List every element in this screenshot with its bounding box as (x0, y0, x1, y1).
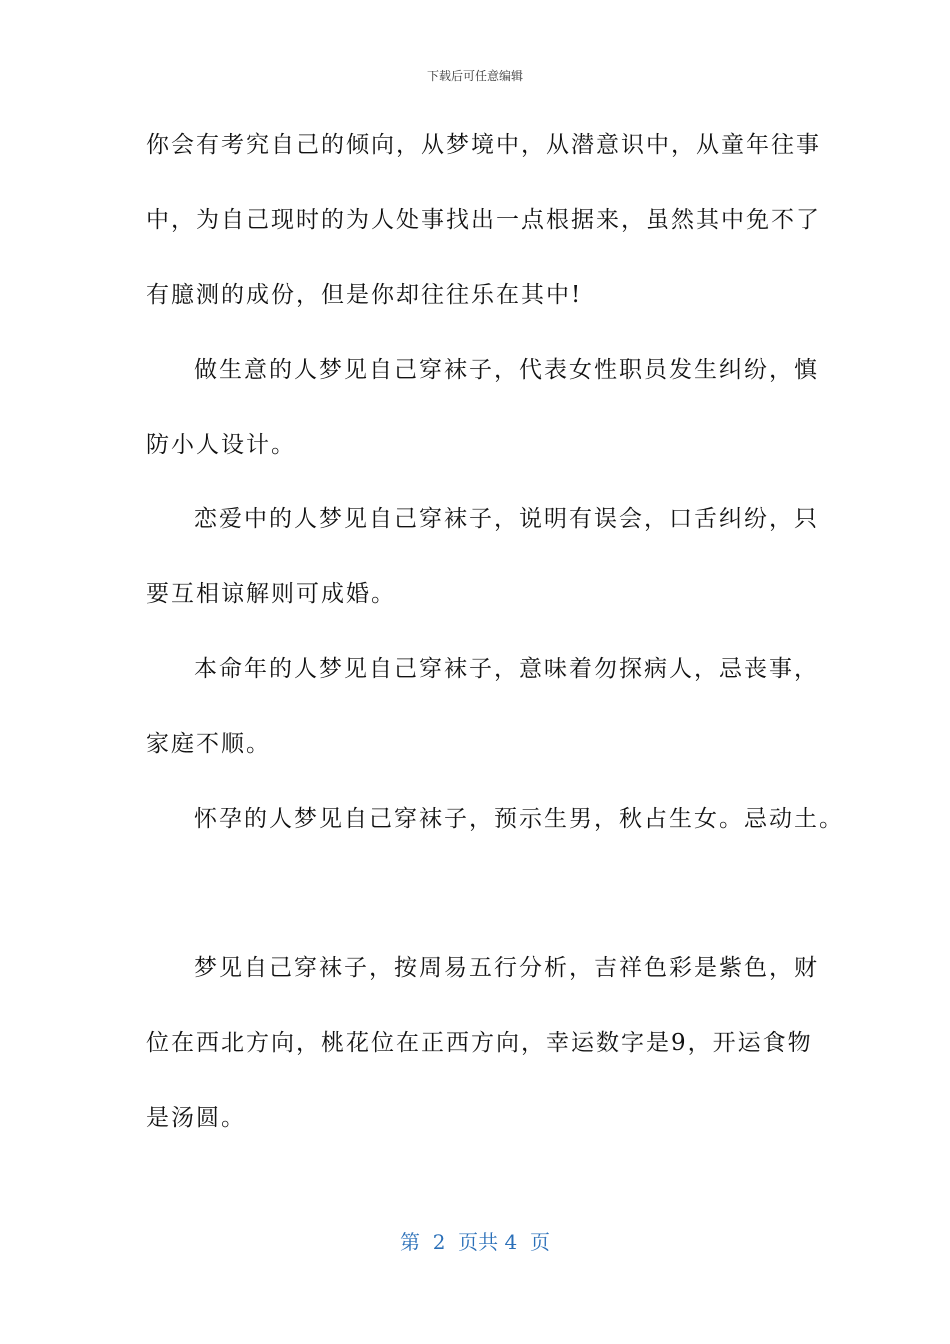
paragraph-line: 是汤圆。 (146, 1105, 246, 1131)
paragraph-line: 家庭不顺。 (146, 731, 271, 757)
paragraph-line: 梦见自己穿袜子，按周易五行分析，吉祥色彩是紫色，财 (194, 955, 819, 981)
paragraph-line: 有臆测的成份，但是你却往往乐在其中! (146, 282, 583, 308)
paragraph-line: 做生意的人梦见自己穿袜子，代表女性职员发生纠纷，慎 (194, 357, 819, 383)
page-header: 下载后可任意编辑 (426, 69, 523, 83)
paragraph-line: 恋爱中的人梦见自己穿袜子，说明有误会，口舌纠纷，只 (194, 506, 819, 532)
paragraph-line: 要互相谅解则可成婚。 (146, 581, 396, 607)
paragraph-line: 防小人设计。 (146, 432, 296, 458)
paragraph-line: 本命年的人梦见自己穿袜子，意味着勿探病人，忌丧事， (194, 656, 819, 682)
page-footer: 第 2 页共 4 页 (400, 1230, 550, 1254)
paragraph-line: 怀孕的人梦见自己穿袜子，预示生男，秋占生女。忌动土。 (194, 806, 844, 832)
paragraph-line: 你会有考究自己的倾向，从梦境中，从潜意识中，从童年往事 (146, 132, 821, 158)
paragraph-line: 中，为自己现时的为人处事找出一点根据来，虽然其中免不了 (146, 207, 821, 233)
paragraph-line: 位在西北方向，桃花位在正西方向，幸运数字是9，开运食物 (146, 1030, 813, 1056)
